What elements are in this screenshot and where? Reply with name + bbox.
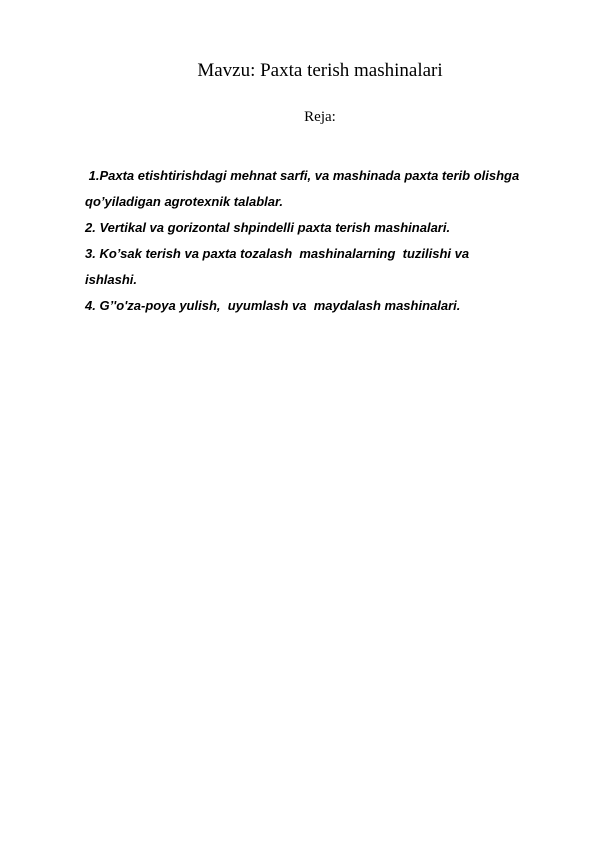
plan-line: 2. Vertikal va gorizontal shpindelli paxta terish mashinalari. <box>85 220 451 235</box>
document-title: Mavzu: Paxta terish mashinalari <box>197 60 443 81</box>
plan-line: ishlashi. <box>85 272 138 287</box>
plan-line: 4. G’'o'za-poya yulish, uyumlash va maydalash mashinalari. <box>85 298 461 313</box>
plan-list <box>85 163 555 319</box>
plan-line: 3. Ko’sak terish va paxta tozalash mashinalarning tuzilishi va <box>85 246 470 261</box>
plan-line: qo’yiladigan agrotexnik talablar. <box>85 194 283 209</box>
plan-heading: Reja: <box>304 109 336 125</box>
plan-line: 1.Paxta etishtirishdagi mehnat sarfi, va mashinada paxta terib olishga <box>85 168 520 183</box>
